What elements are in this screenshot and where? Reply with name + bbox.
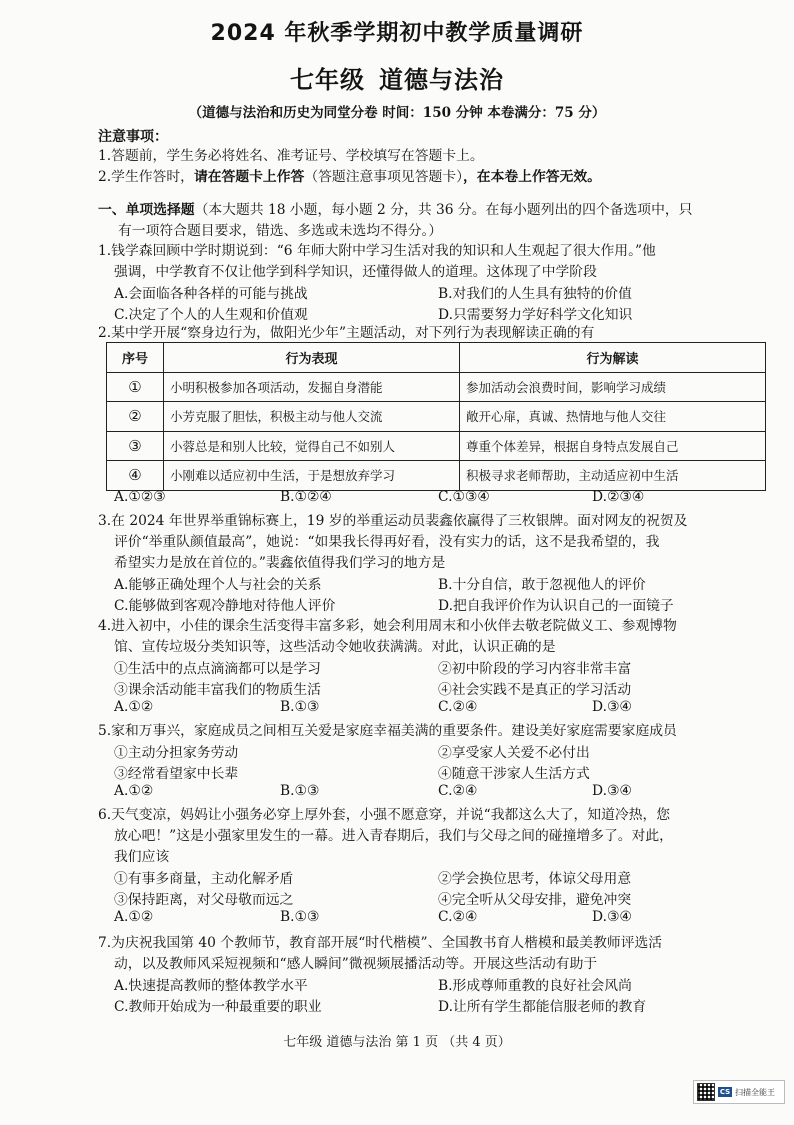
q3-option-a: A.能够正确处理个人与社会的关系 (114, 577, 322, 593)
q6-option-b: B.①③ (280, 909, 320, 925)
behavior-cell: 小芳克服了胆怯，积极主动与他人交流 (164, 402, 460, 432)
q4-statement-2: ②初中阶段的学习内容非常丰富 (438, 661, 632, 677)
q7-stem-line-2: 动，以及教师风采短视频和“感人瞬间”微视频展播活动等。开展这些活动有助于 (114, 956, 598, 972)
q7-stem-line-1: 7.为庆祝我国第 40 个教师节，教育部开展“时代楷模”、全国教书育人楷模和最美教师评选活 (98, 935, 663, 951)
table-row (107, 461, 766, 491)
row-number: ④ (107, 461, 164, 491)
reading-cell: 积极寻求老师帮助，主动适应初中生活 (460, 461, 766, 491)
q2-option-a: A.①②③ (114, 489, 166, 505)
q6-statement-2: ②学会换位思考，体谅父母用意 (438, 871, 632, 887)
q3-stem-line-3: 希望实力是放在首位的。”裴鑫依值得我们学习的地方是 (114, 555, 446, 571)
behavior-cell: 小明积极参加各项活动，发掘自身潜能 (164, 372, 460, 402)
q5-statement-1: ①主动分担家务劳动 (114, 745, 239, 761)
q1-option-b: B.对我们的人生具有独特的价值 (438, 286, 632, 302)
scanner-watermark (693, 1080, 785, 1104)
q6-statement-3: ③保持距离，对父母敬而远之 (114, 892, 294, 908)
q4-option-a: A.①② (114, 699, 154, 715)
subject-label: 道德与法治 (379, 66, 504, 94)
q4-statement-4: ④社会实践不是真正的学习活动 (438, 682, 632, 698)
q4-option-d: D.③④ (592, 699, 632, 715)
reading-cell: 尊重个体差异，根据自身特点发展自己 (460, 431, 766, 461)
q3-option-c: C.能够做到客观冷静地对待他人评价 (114, 598, 336, 614)
q6-option-d: D.③④ (592, 909, 632, 925)
row-number: ② (107, 402, 164, 432)
q1-stem-line-2: 强调，中学教育不仅让他学到科学知识，还懂得做人的道理。这体现了中学阶段 (114, 264, 597, 280)
q3-option-d: D.把自我评价作为认识自己的一面镜子 (438, 598, 674, 614)
q5-option-c: C.②④ (438, 783, 478, 799)
q6-statement-4: ④完全听从父母安排，避免冲突 (438, 892, 632, 908)
q3-stem-line-1: 3.在 2024 年世界举重锦标赛上，19 岁的举重运动员裴鑫依赢得了三枚银牌。面对网友的祝贺及 (98, 513, 688, 529)
q6-stem-line-3: 我们应该 (114, 849, 170, 865)
q7-option-c: C.教师开始成为一种最重要的职业 (114, 999, 322, 1015)
q5-stem: 5.家和万事兴，家庭成员之间相互关爱是家庭幸福美满的重要条件。建设美好家庭需要家庭成员 (98, 723, 677, 739)
camscanner-logo-icon: CS (719, 1088, 731, 1096)
qr-code-icon (697, 1083, 715, 1101)
row-number: ③ (107, 431, 164, 461)
q6-stem-line-1: 6.天气变凉，妈妈让小强务必穿上厚外套，小强不愿意穿，并说“我都这么大了，知道冷热，您 (98, 807, 671, 823)
q5-statement-2: ②享受家人关爱不必付出 (438, 745, 590, 761)
q2-option-c: C.①③④ (438, 489, 490, 505)
section-heading: 一、单项选择题（本大题共 18 小题，每小题 2 分，共 36 分。在每小题列出的四个备选项中，只 (98, 202, 693, 218)
q6-option-c: C.②④ (438, 909, 478, 925)
reading-cell: 参加活动会浪费时间，影响学习成绩 (460, 372, 766, 402)
exam-subject-title (0, 60, 794, 95)
q3-option-b: B.十分自信，敢于忽视他人的评价 (438, 577, 646, 593)
q1-option-d: D.只需要努力学好科学文化知识 (438, 307, 633, 323)
q2-table (106, 342, 766, 491)
q6-option-a: A.①② (114, 909, 154, 925)
q7-option-d: D.让所有学生都能信服老师的教育 (438, 999, 647, 1015)
q1-option-a: A.会面临各种各样的可能与挑战 (114, 286, 308, 302)
q6-statement-1: ①有事多商量，主动化解矛盾 (114, 871, 294, 887)
table-row (107, 372, 766, 402)
q2-option-d: D.②③④ (592, 489, 645, 505)
q5-option-a: A.①② (114, 783, 154, 799)
watermark-text: 扫描全能王 (735, 1087, 775, 1097)
q4-stem-line-2: 馆、宣传垃圾分类知识等，这些活动令她收获满满。对此，认识正确的是 (114, 639, 556, 655)
table-row (107, 402, 766, 432)
q3-stem-line-2: 评价“举重队颜值最高”，她说：“如果我长得再好看，没有实力的话，这不是我希望的，我 (114, 534, 660, 550)
notice-heading: 注意事项： (98, 129, 168, 145)
notice-item-1: 1.答题前，学生务必将姓名、准考证号、学校填写在答题卡上。 (98, 148, 484, 164)
row-number: ① (107, 372, 164, 402)
notice-item-2: 2.学生作答时，请在答题卡上作答（答题注意事项见答题卡），在本卷上作答无效。 (98, 169, 601, 185)
q5-option-b: B.①③ (280, 783, 320, 799)
q1-option-c: C.决定了个人的人生观和价值观 (114, 307, 308, 323)
section-description: 有一项符合题目要求，错选、多选或未选均不得分。） (118, 223, 443, 239)
behavior-cell: 小刚难以适应初中生活，于是想放弃学习 (164, 461, 460, 491)
q6-stem-line-2: 放心吧！”这是小强家里发生的一幕。进入青春期后，我们与父母之间的碰撞增多了。对此， (114, 828, 673, 844)
q7-option-a: A.快速提高教师的整体教学水平 (114, 978, 308, 994)
reading-cell: 敞开心扉，真诚、热情地与他人交往 (460, 402, 766, 432)
exam-info: （道德与法治和历史为同堂分卷 时间：150 分钟 本卷满分：75 分） (188, 105, 606, 121)
table-row (107, 431, 766, 461)
q4-option-b: B.①③ (280, 699, 320, 715)
q4-statement-3: ③课余活动能丰富我们的物质生活 (114, 682, 321, 698)
q4-statement-1: ①生活中的点点滴滴都可以是学习 (114, 661, 321, 677)
table-header: 序号 (107, 343, 164, 373)
grade-label: 七年级 (290, 66, 365, 94)
table-header-row (107, 343, 766, 373)
q2-stem: 2.某中学开展“察身边行为，做阳光少年”主题活动，对下列行为表现解读正确的有 (98, 325, 595, 341)
q4-option-c: C.②④ (438, 699, 478, 715)
q7-option-b: B.形成尊师重教的良好社会风尚 (438, 978, 632, 994)
q5-statement-4: ④随意干涉家人生活方式 (438, 766, 590, 782)
q2-option-b: B.①②④ (280, 489, 332, 505)
table-header: 行为表现 (164, 343, 460, 373)
table-header: 行为解读 (460, 343, 766, 373)
q5-option-d: D.③④ (592, 783, 632, 799)
q1-stem-line-1: 1.钱学森回顾中学时期说到：“6 年师大附中学习生活对我的知识和人生观起了很大作用。”他 (98, 243, 656, 259)
exam-title: 2024 年秋季学期初中教学质量调研 (210, 21, 584, 46)
page-footer: 七年级 道德与法治 第 1 页 （共 4 页） (283, 1035, 511, 1050)
q5-statement-3: ③经常看望家中长辈 (114, 766, 239, 782)
q4-stem-line-1: 4.进入初中，小佳的课余生活变得丰富多彩，她会利用周末和小伙伴去敬老院做义工、参观博物 (98, 618, 677, 634)
behavior-cell: 小蓉总是和别人比较，觉得自己不如别人 (164, 431, 460, 461)
watermark-text-block (735, 1088, 775, 1097)
